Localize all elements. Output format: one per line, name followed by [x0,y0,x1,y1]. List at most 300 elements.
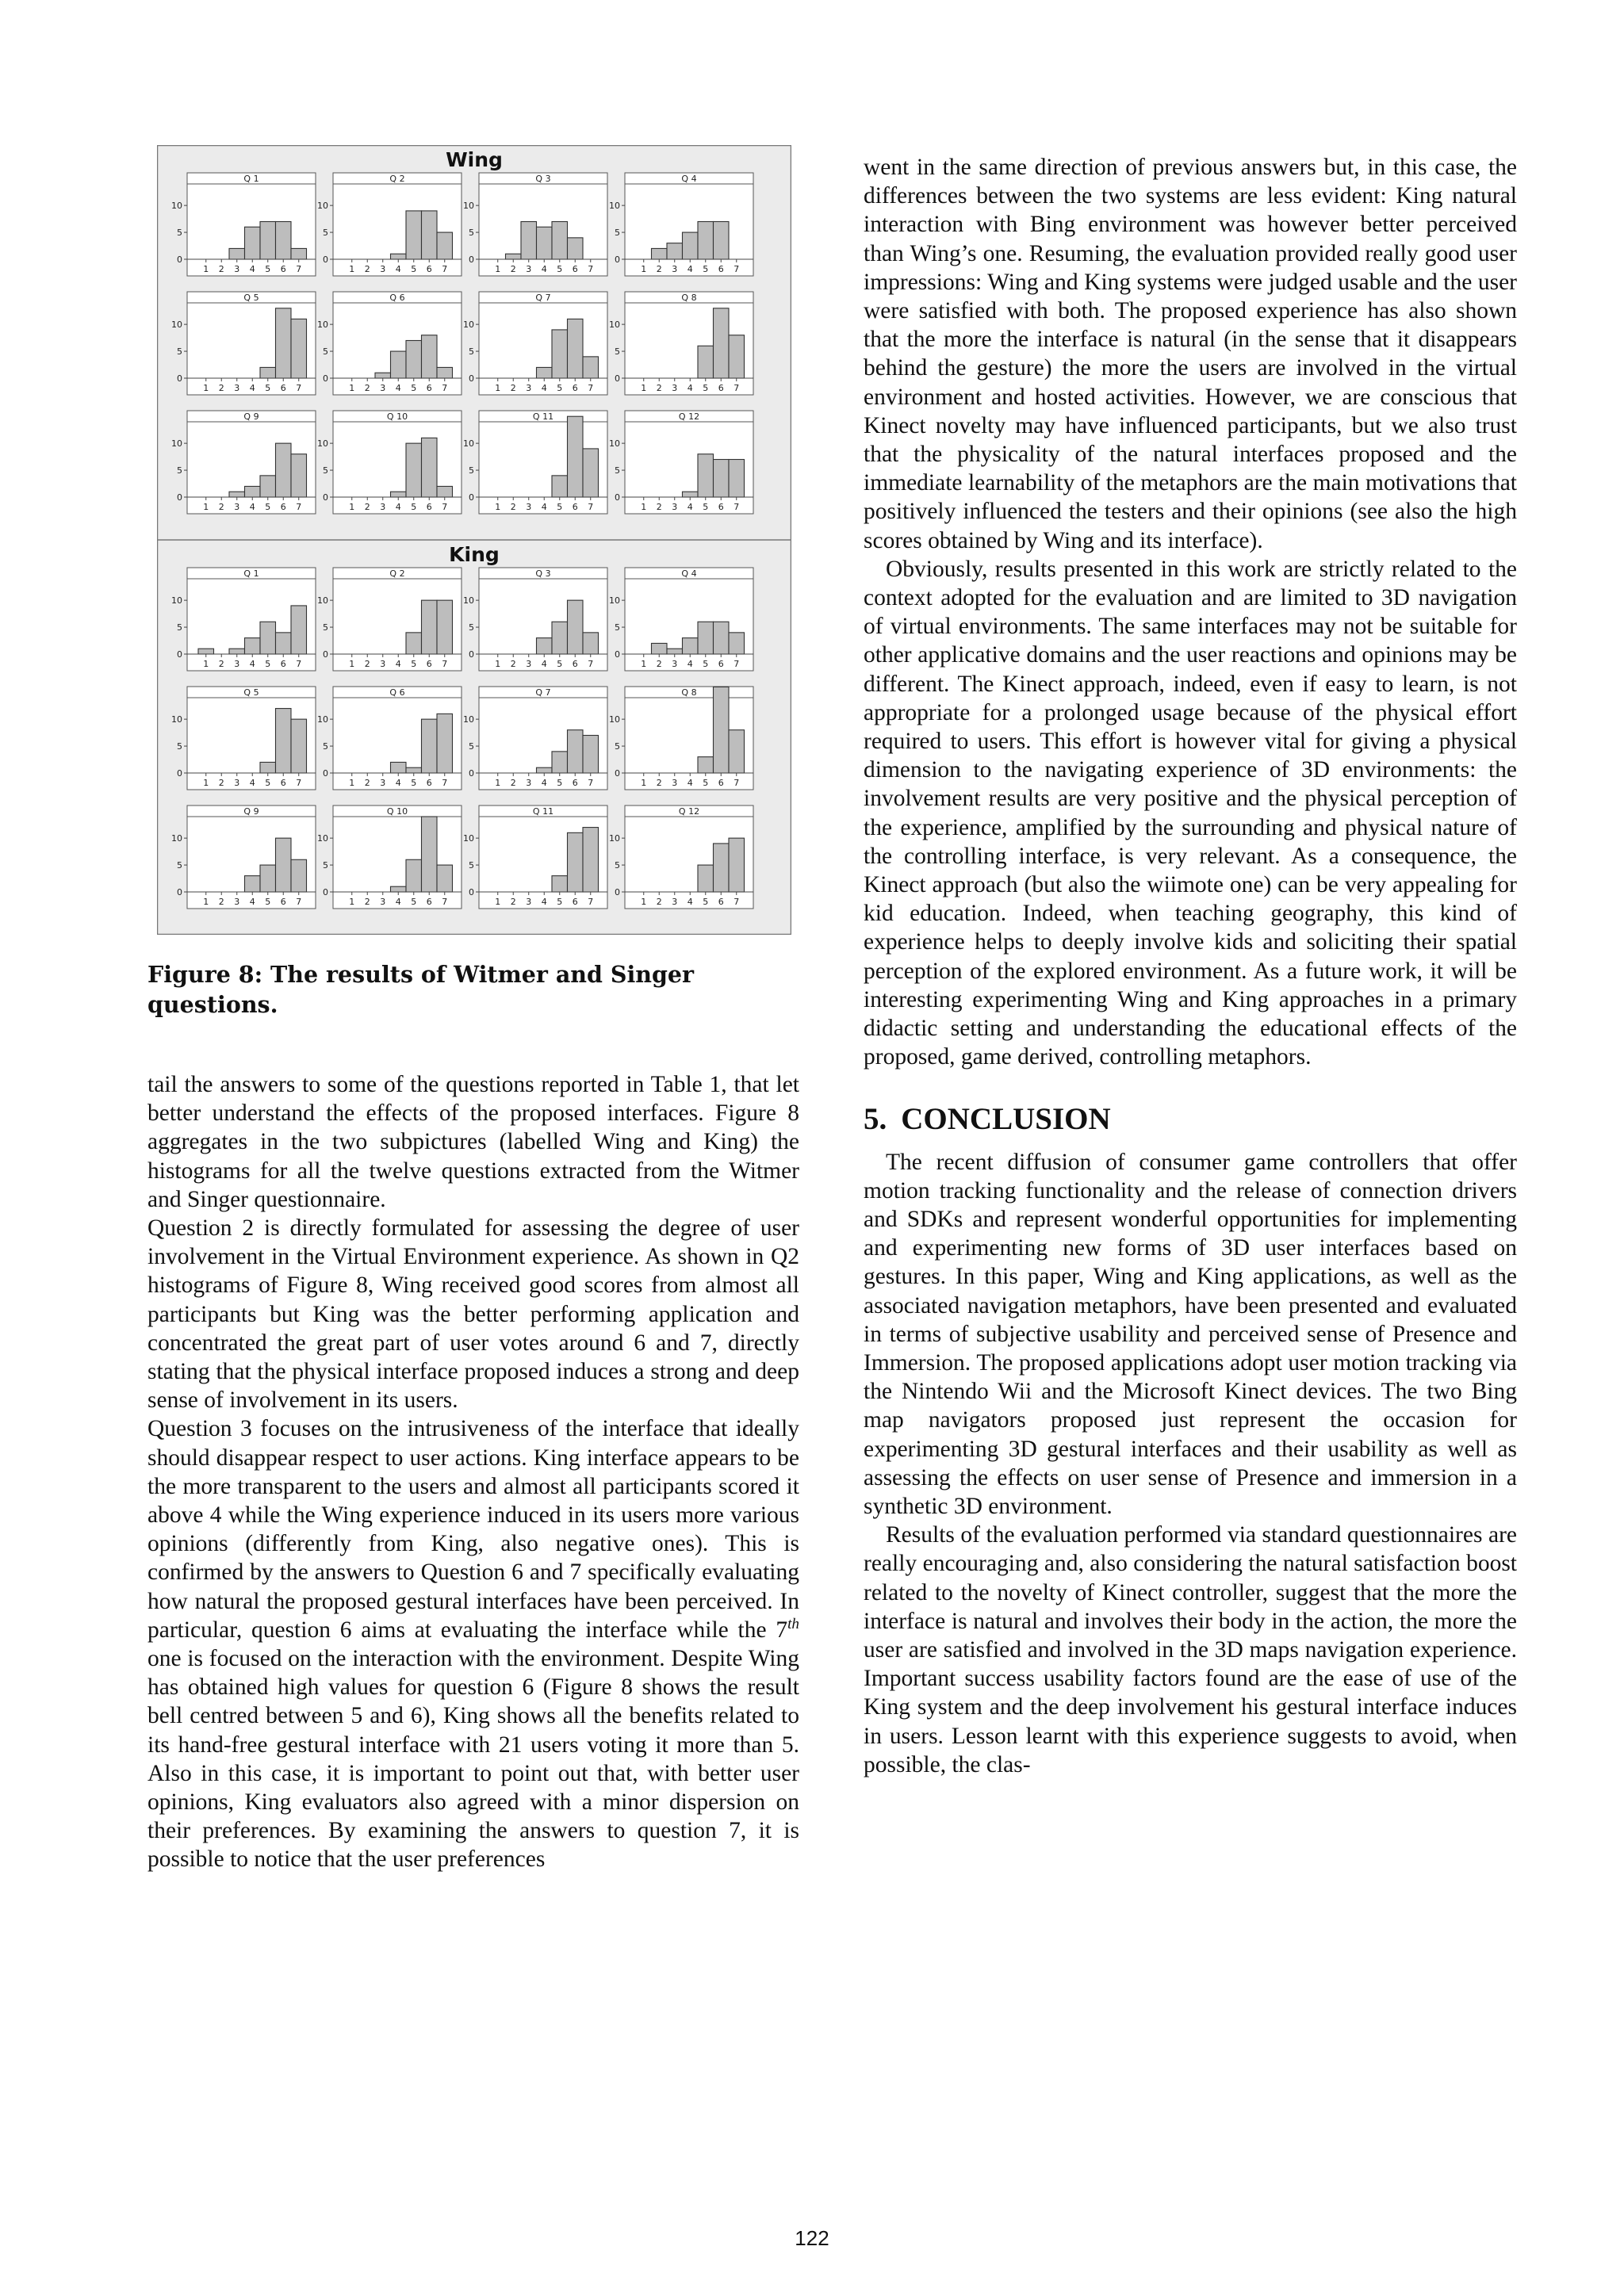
y-tick-label: 5 [177,741,182,752]
x-tick-label: 5 [703,897,709,907]
histogram-bar [437,486,453,497]
x-tick-label: 3 [234,659,240,669]
panel-label: Q 6 [389,293,405,303]
panel-label: Q 3 [535,568,551,579]
x-tick-label: 1 [203,502,209,512]
histogram-bar [568,238,584,259]
histogram-bar [291,319,307,378]
x-tick-label: 5 [557,264,563,274]
histogram-bar [229,649,245,654]
panel-label: Q 4 [681,568,697,579]
y-tick-label: 0 [177,373,182,384]
y-tick-label: 10 [171,833,182,844]
x-tick-label: 4 [687,897,693,907]
y-tick-label: 0 [177,492,182,503]
y-tick-label: 10 [609,833,620,844]
paragraph: Results of the evaluation performed via standard questionnaires are really encouraging and, also considering the natural satisfaction boost related to the novelty of Kinect controller, suggest that the more the interface is natural and involves their body in the action, the more the user are satisfied and involved in the 3D maps navigation experience. Important success usability factors found are the ease of use of the King system and the deep involvement his gestural interface induces in users. Lesson learnt with this experience suggests to avoid, when possible, the clas- [864,1522,1517,1777]
histogram-bar [406,859,422,892]
histogram-bar [583,357,599,378]
histogram-bar [276,709,292,773]
x-tick-label: 7 [588,264,594,274]
superscript: th [787,1616,799,1633]
histogram-bar [683,492,699,497]
y-tick-label: 5 [177,860,182,871]
x-tick-label: 1 [495,502,501,512]
x-tick-label: 1 [203,264,209,274]
panel-label: Q 8 [681,687,697,698]
x-tick-label: 7 [442,778,448,788]
histogram-bar [406,443,422,497]
histogram-bar [260,367,276,378]
section-number: 5. [864,1101,887,1136]
x-tick-label: 2 [364,659,370,669]
y-tick-label: 5 [469,346,474,358]
x-tick-label: 3 [234,502,240,512]
histogram-bar [291,248,307,259]
y-tick-label: 0 [615,768,620,779]
histogram-bar [683,638,699,654]
x-tick-label: 7 [442,659,448,669]
figure-8-histograms [157,145,791,935]
y-tick-label: 5 [323,228,328,239]
histogram-bar [568,730,584,773]
paragraph: Obviously, results presented in this work are strictly related to the context adopted for the evaluation and are limited to 3D navigation of virtual environments. The same interfaces may not be suitable for other applicative domains and the user reactions and opinions may be different. The Kinect approach, indeed, even if easy to learn, is not appropriate for a prolonged usage because of the physical effort required to users. This effort is however vital for giving a physical dimension to the navigating experience of 3D environments: the involvement results are very positive and the physical perception of the experience, amplified by the surrounding and physical nature of the controlling interface, is very relevant. As a consequence, the Kinect approach (but also the wiimote one) can be very appealing for kid education. Indeed, when teaching geography, this kind of experience helps to deeply involve kids and soliciting their spatial perception of the explored environment. As a future work, it will be interesting experimenting Wing and King approaches in a primary didactic setting and understanding the educational effects of the proposed, game derived, controlling metaphors. [864,556,1517,1070]
x-tick-label: 1 [495,778,501,788]
y-tick-label: 0 [323,649,328,660]
histogram-bar [260,622,276,654]
paragraph: went in the same direction of previous answers but, in this case, the differences between the two systems are less evident: King natural interaction with Bing environment was however better perceived than Wing’s one. Resuming, the evaluation provided really good user impressions: Wing and King systems were judged usable and the user were satisfied with both. The proposed experience has also shown that the more the interface is natural (in the sense that it disappears behind the gesture) the more the users are involved in the virtual environment and hosted activities. However, we are conscious that Kinect novelty may have influenced participants, but we also trust that the physicality of the natural interfaces proposed and the immediate learnability of the metaphors are the main motivations that positively influenced the testers and their opinions (see also the high scores obtained by Wing and its interface). [864,155,1517,553]
y-tick-label: 5 [615,228,620,239]
x-tick-label: 3 [234,778,240,788]
x-tick-label: 3 [380,659,386,669]
y-tick-label: 10 [317,438,328,450]
x-tick-label: 4 [249,383,255,393]
histogram-bar [537,767,553,773]
histogram-bar [537,638,553,654]
x-tick-label: 5 [265,502,271,512]
x-tick-label: 5 [703,778,709,788]
y-tick-label: 0 [615,492,620,503]
histogram-bar [729,633,745,654]
histogram-bar [245,876,261,892]
x-tick-label: 5 [703,264,709,274]
x-tick-label: 6 [426,264,432,274]
x-tick-label: 1 [203,897,209,907]
y-tick-label: 0 [323,373,328,384]
x-tick-label: 4 [687,778,693,788]
y-tick-label: 10 [463,833,474,844]
x-tick-label: 6 [426,659,432,669]
x-tick-label: 7 [442,897,448,907]
x-tick-label: 2 [510,502,516,512]
x-tick-label: 4 [249,502,255,512]
histogram-bar [291,454,307,497]
x-tick-label: 2 [218,264,224,274]
x-tick-label: 5 [703,502,709,512]
y-tick-label: 10 [317,833,328,844]
x-tick-label: 1 [641,897,647,907]
histogram-bar [652,248,668,259]
x-tick-label: 3 [526,383,532,393]
histogram-bar [568,319,584,378]
histogram-bar [276,308,292,378]
x-tick-label: 1 [641,264,647,274]
histogram-bar [714,687,730,773]
x-tick-label: 2 [656,778,662,788]
y-tick-label: 5 [177,228,182,239]
y-tick-label: 5 [323,465,328,476]
y-tick-label: 5 [469,228,474,239]
x-tick-label: 5 [265,264,271,274]
histogram-bar [729,730,745,773]
y-tick-label: 10 [463,438,474,450]
x-tick-label: 4 [687,383,693,393]
x-tick-label: 1 [349,659,355,669]
x-tick-label: 6 [280,659,286,669]
x-tick-label: 1 [495,897,501,907]
histogram-bar [391,351,407,378]
x-tick-label: 6 [280,264,286,274]
x-tick-label: 3 [234,264,240,274]
y-tick-label: 10 [171,714,182,725]
y-tick-label: 5 [323,860,328,871]
x-tick-label: 2 [510,897,516,907]
y-tick-label: 0 [177,887,182,897]
panel-label: Q 7 [535,293,551,303]
histogram-bar [291,859,307,892]
histogram-bar [714,844,730,892]
y-tick-label: 10 [317,201,328,212]
y-tick-label: 10 [171,201,182,212]
x-tick-label: 5 [265,659,271,669]
y-tick-label: 10 [609,438,620,450]
histogram-bar [375,373,391,378]
x-tick-label: 5 [411,264,417,274]
x-tick-label: 3 [526,264,532,274]
x-tick-label: 2 [656,502,662,512]
histogram-bar [437,714,453,773]
paragraph: tail the answers to some of the questions reported in Table 1, that let better understand the effects of the proposed interfaces. Figure 8 aggregates in the two subpictures (labelled Wing and King) the histograms for all the twelve questions extracted from the Witmer and Singer questionnaire. [147,1072,799,1212]
panel-frame [333,173,462,276]
histogram-bar [729,335,745,378]
histogram-bar [714,308,730,378]
histogram-bar [698,222,714,260]
y-tick-label: 5 [615,346,620,358]
x-tick-label: 3 [672,264,678,274]
histogram-bar [245,227,261,259]
panel-label: Q 3 [535,174,551,184]
y-tick-label: 10 [171,438,182,450]
histogram-bar [260,865,276,892]
x-tick-label: 4 [541,778,547,788]
histogram-bar [391,492,407,497]
x-tick-label: 2 [656,659,662,669]
subfigure-title: King [449,543,500,566]
y-tick-label: 5 [469,465,474,476]
panel-label: Q 1 [243,568,259,579]
histogram-bar [714,460,730,498]
histogram-bar [260,476,276,497]
x-tick-label: 6 [572,897,578,907]
y-tick-label: 10 [463,201,474,212]
x-tick-label: 7 [588,502,594,512]
histogram-bar [537,227,553,259]
panel-label: Q 12 [678,806,700,817]
x-tick-label: 5 [411,897,417,907]
histogram-bar [729,838,745,892]
right-column [864,153,1517,1779]
x-tick-label: 6 [718,502,724,512]
x-tick-label: 4 [395,383,401,393]
histogram-bar [437,600,453,654]
histogram-bar [260,222,276,260]
text-run: one is focused on the interaction with the environment. Despite Wing has obtained high values for question 6 (Figure 8 shows the result bell centred between 5 and 6), King shows all the benefits related to its hand-free gestural interface with 21 users voting it more than 5. Also in this case, it is important to point out that, with better user opinions, King evaluators also agreed with a minor dispersion on their preferences. By examining the answers to question 7, it is possible to notice that the user preferences [147,1646,799,1873]
histogram-bar [583,633,599,654]
histogram-bar [437,865,453,892]
x-tick-label: 4 [395,264,401,274]
x-tick-label: 7 [733,778,740,788]
histogram-bar [260,762,276,773]
x-tick-label: 1 [203,383,209,393]
x-tick-label: 7 [733,502,740,512]
x-tick-label: 2 [656,897,662,907]
x-tick-label: 7 [733,383,740,393]
paragraph: The recent diffusion of consumer game controllers that offer motion tracking functionality and the release of connection drivers and SDKs and represent wonderful opportunities for implementing and experimenting new forms of 3D user interfaces based on gestures. In this paper, Wing and King applications, as well as the associated navigation metaphors, have been presented and evaluated in terms of subjective usability and perceived sense of Presence and Immersion. The proposed applications adopt user motion tracking via the Nintendo Wii and the Microsoft Kinect devices. The two Bing map navigators proposed just represent the occasion for experimenting 3D gestural interfaces and their usability as well as assessing the effects on user sense of Presence and immersion in a synthetic 3D environment. [864,1149,1517,1519]
histogram-bar [583,828,599,892]
histogram-bar [229,248,245,259]
x-tick-label: 1 [495,264,501,274]
histogram-bar [568,416,584,497]
y-tick-label: 5 [323,741,328,752]
panel-label: Q 9 [243,806,259,817]
x-tick-label: 4 [541,264,547,274]
histogram-bar [406,211,422,259]
x-tick-label: 3 [672,383,678,393]
x-tick-label: 6 [280,502,286,512]
x-tick-label: 1 [641,778,647,788]
panel-frame [625,173,753,276]
y-tick-label: 5 [177,465,182,476]
x-tick-label: 2 [510,659,516,669]
x-tick-label: 7 [442,264,448,274]
x-tick-label: 4 [395,659,401,669]
histogram-bar [229,492,245,497]
x-tick-label: 1 [349,383,355,393]
x-tick-label: 2 [510,383,516,393]
x-tick-label: 4 [395,897,401,907]
panel-frame [479,292,607,395]
x-tick-label: 1 [349,778,355,788]
histogram-bar [276,633,292,654]
histogram-bar [714,222,730,260]
x-tick-label: 4 [249,659,255,669]
y-tick-label: 0 [323,254,328,265]
x-tick-label: 1 [641,659,647,669]
y-tick-label: 5 [323,622,328,633]
x-tick-label: 2 [218,897,224,907]
x-tick-label: 6 [426,778,432,788]
histogram-bar [245,486,261,497]
y-tick-label: 0 [469,373,474,384]
x-tick-label: 3 [380,897,386,907]
y-tick-label: 5 [177,622,182,633]
y-tick-label: 5 [469,860,474,871]
x-tick-label: 3 [526,778,532,788]
y-tick-label: 0 [615,254,620,265]
y-tick-label: 0 [177,768,182,779]
x-tick-label: 5 [703,659,709,669]
x-tick-label: 6 [572,778,578,788]
page-number: 122 [795,2226,829,2250]
x-tick-label: 6 [572,383,578,393]
histogram-bar [391,762,407,773]
y-tick-label: 10 [463,595,474,607]
panel-label: Q 12 [678,411,700,422]
histogram-bar [437,232,453,259]
x-tick-label: 2 [218,659,224,669]
histogram-bar [583,449,599,497]
x-tick-label: 4 [687,502,693,512]
x-tick-label: 3 [526,502,532,512]
panel-label: Q 10 [386,411,408,422]
x-tick-label: 1 [349,897,355,907]
histogram-bar [422,719,438,773]
x-tick-label: 7 [296,264,302,274]
y-tick-label: 0 [469,887,474,897]
x-tick-label: 3 [234,897,240,907]
x-tick-label: 6 [280,778,286,788]
x-tick-label: 7 [733,264,740,274]
subfigure-title: Wing [446,148,503,171]
x-tick-label: 1 [349,264,355,274]
x-tick-label: 5 [411,659,417,669]
x-tick-label: 4 [541,897,547,907]
x-tick-label: 7 [588,778,594,788]
y-tick-label: 10 [609,201,620,212]
x-tick-label: 2 [364,778,370,788]
x-tick-label: 4 [395,778,401,788]
x-tick-label: 5 [557,502,563,512]
x-tick-label: 2 [364,502,370,512]
panel-label: Q 4 [681,174,697,184]
histogram-bar [276,443,292,497]
histogram-bar [552,622,568,654]
y-tick-label: 5 [615,860,620,871]
panel-frame [333,806,462,909]
x-tick-label: 2 [218,383,224,393]
x-tick-label: 1 [349,502,355,512]
x-tick-label: 2 [364,264,370,274]
x-tick-label: 7 [442,502,448,512]
x-tick-label: 6 [718,778,724,788]
x-tick-label: 1 [203,659,209,669]
x-tick-label: 4 [395,502,401,512]
x-tick-label: 7 [588,897,594,907]
x-tick-label: 6 [572,659,578,669]
x-tick-label: 2 [364,383,370,393]
histogram-bar [552,476,568,497]
x-tick-label: 6 [718,383,724,393]
y-tick-label: 5 [615,465,620,476]
y-tick-label: 5 [615,741,620,752]
x-tick-label: 5 [411,383,417,393]
histogram-bar [698,622,714,654]
y-tick-label: 10 [463,320,474,331]
x-tick-label: 5 [265,897,271,907]
panel-label: Q 8 [681,293,697,303]
x-tick-label: 7 [588,383,594,393]
histogram-bar [276,222,292,260]
x-tick-label: 3 [672,778,678,788]
paragraph [147,1414,799,1873]
panel-frame [479,568,607,671]
text-run: Question 3 focuses on the intrusiveness of the interface that ideally should disappear respect to user actions. King interface appears to be the more transparent to the users and almost all participants scored it above 4 while the Wing experience induced in its users more various opinions (differently from King, also negative ones). This is confirmed by the answers to Question 6 and 7 specifically evaluating how natural the proposed gestural interfaces have been perceived. In particular, question 6 aims at evaluating the interface while the 7 [147,1416,799,1643]
x-tick-label: 4 [687,264,693,274]
panel-frame [479,173,607,276]
x-tick-label: 3 [380,264,386,274]
y-tick-label: 5 [615,622,620,633]
y-tick-label: 5 [177,346,182,358]
x-tick-label: 2 [364,897,370,907]
histogram-bar [714,622,730,654]
x-tick-label: 2 [510,264,516,274]
x-tick-label: 3 [380,383,386,393]
y-tick-label: 0 [615,373,620,384]
histogram-bar [698,865,714,892]
x-tick-label: 5 [411,502,417,512]
panel-frame [187,173,316,276]
x-tick-label: 3 [672,659,678,669]
x-tick-label: 7 [296,897,302,907]
panel-label: Q 1 [243,174,259,184]
x-tick-label: 7 [733,897,740,907]
histogram-bar [422,600,438,654]
x-tick-label: 2 [218,778,224,788]
y-tick-label: 0 [323,768,328,779]
panel-label: Q 2 [389,174,405,184]
x-tick-label: 7 [296,502,302,512]
y-tick-label: 0 [469,768,474,779]
x-tick-label: 7 [733,659,740,669]
x-tick-label: 7 [296,659,302,669]
histogram-bar [506,254,522,259]
histogram-bar [276,838,292,892]
x-tick-label: 6 [572,264,578,274]
histogram-bar [406,767,422,773]
histogram-bar [437,367,453,378]
x-tick-label: 6 [718,897,724,907]
x-tick-label: 7 [442,383,448,393]
x-tick-label: 6 [426,897,432,907]
x-tick-label: 3 [234,383,240,393]
x-tick-label: 5 [557,778,563,788]
histogram-bar [568,600,584,654]
x-tick-label: 2 [656,264,662,274]
histogram-bar [406,633,422,654]
x-tick-label: 1 [641,502,647,512]
histogram-bar [652,643,668,654]
histogram-bar [406,341,422,379]
x-tick-label: 6 [426,502,432,512]
panel-label: Q 2 [389,568,405,579]
x-tick-label: 3 [526,659,532,669]
histogram-bar [667,649,683,654]
x-tick-label: 5 [557,897,563,907]
y-tick-label: 0 [323,492,328,503]
histogram-bar [422,211,438,259]
panel-frame [187,806,316,909]
panel-label: Q 11 [532,411,554,422]
